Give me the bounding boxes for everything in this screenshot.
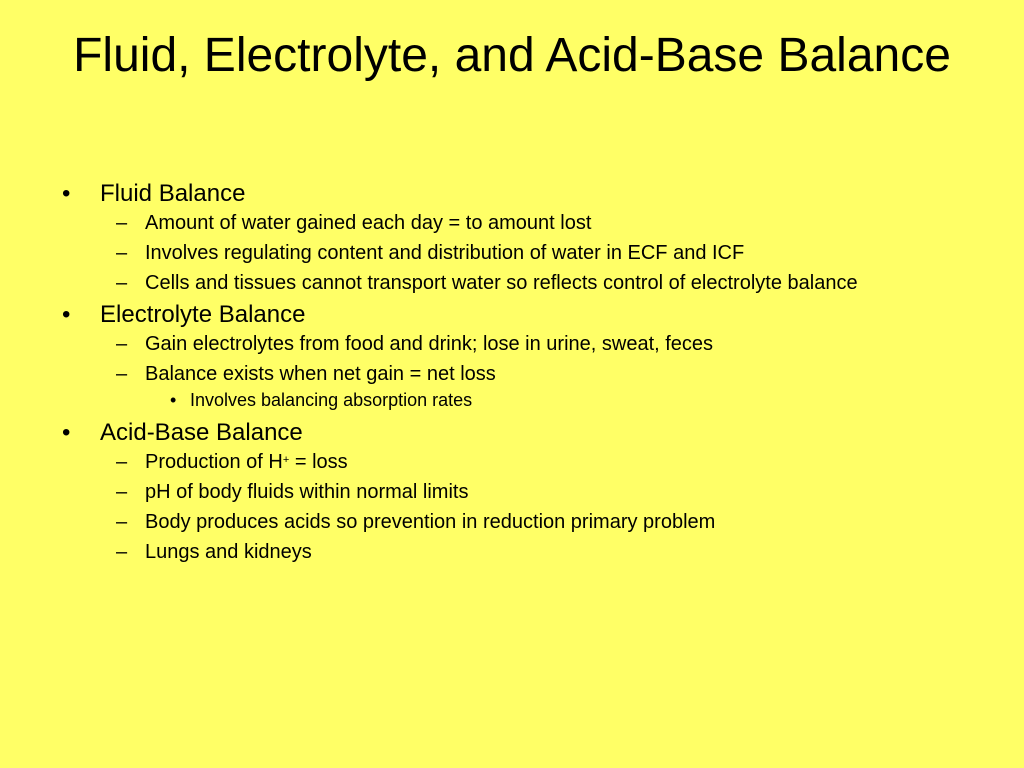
list-item: [0, 212, 1024, 235]
dash-icon: –: [116, 511, 128, 533]
section-heading-fluid: [0, 180, 1024, 208]
bullet-icon: •: [62, 301, 71, 328]
dash-icon: –: [116, 333, 128, 355]
list-item: [0, 363, 1024, 386]
production-suffix: = loss: [289, 451, 348, 473]
list-item: [0, 242, 1024, 265]
slide-title: Fluid, Electrolyte, and Acid-Base Balance: [73, 29, 951, 82]
section-heading-label: Acid-Base Balance: [100, 419, 303, 446]
dash-icon: –: [116, 451, 128, 473]
list-item: [0, 541, 1024, 564]
list-item: [0, 511, 1024, 534]
dash-icon: –: [116, 363, 128, 385]
hydrogen-charge-superscript: +: [282, 454, 290, 466]
dash-icon: –: [116, 481, 128, 503]
section-heading-label: Electrolyte Balance: [100, 301, 306, 328]
list-item: [0, 481, 1024, 504]
list-item-text: Gain electrolytes from food and drink; lose in urine, sweat, feces: [145, 333, 714, 355]
list-item-text: pH of body fluids within normal limits: [145, 481, 469, 503]
bullet-icon: •: [62, 180, 71, 207]
bullet-icon: •: [170, 390, 177, 410]
list-item-text: Cells and tissues cannot transport water so reflects control of electrolyte balance: [145, 272, 858, 294]
section-heading-acid-base: [0, 419, 1024, 447]
bullet-icon: •: [62, 419, 71, 446]
list-item-text: Involves regulating content and distribution of water in ECF and ICF: [145, 242, 745, 264]
production-prefix: Production of H: [145, 451, 283, 473]
sub-list-item: [0, 390, 1024, 410]
dash-icon: –: [116, 212, 128, 234]
list-item: [0, 451, 1024, 474]
list-item-text: Body produces acids so prevention in reduction primary problem: [145, 511, 716, 533]
list-item-text: Amount of water gained each day = to amount lost: [145, 212, 592, 234]
list-item: [0, 333, 1024, 356]
dash-icon: –: [116, 242, 128, 264]
section-heading-label: Fluid Balance: [100, 180, 246, 207]
list-item-text: Lungs and kidneys: [145, 541, 312, 563]
slide-content: [0, 180, 1024, 571]
dash-icon: –: [116, 541, 128, 563]
list-item-text: Balance exists when net gain = net loss: [145, 363, 496, 385]
section-heading-electrolyte: [0, 301, 1024, 329]
list-item-text: [145, 451, 348, 473]
sub-list-item-text: Involves balancing absorption rates: [190, 390, 473, 410]
dash-icon: –: [116, 272, 128, 294]
list-item: [0, 272, 1024, 294]
